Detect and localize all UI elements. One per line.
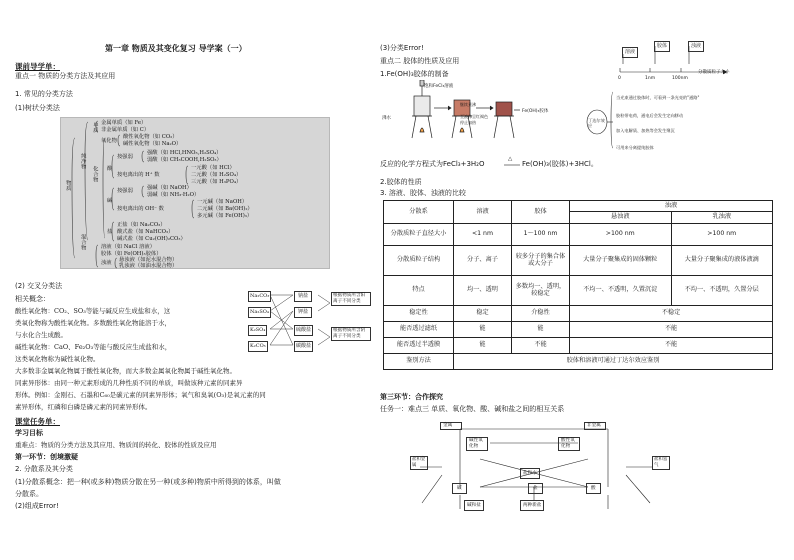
table-sub-1: 乳浊液 [671,211,773,223]
table-cell: 不均一、不透明，久置分层 [671,275,773,305]
table-cell: 不均一、不透明，久置沉淀 [570,275,672,305]
table-row [384,245,773,275]
tree-metal: 金属单质（如 Fe） [101,120,147,126]
table-row [384,275,773,305]
net-nonmetal: 非金属 [584,422,606,430]
dispersion-concept: (1)分散系概念：把一种(或多种)物质分散在另一种(或多种)物质中所得到的体系，叫做 [15,478,281,486]
tree-mix-c2: 浊液 [101,260,112,266]
scale-prop-3: 加入电解质、加热等会发生聚沉 [616,128,675,133]
step-three: 第三环节：合作探究 [380,393,443,401]
tree-pure: 纯净物 [79,153,86,169]
scale-prop-1: 当光束通过胶体时，可看到一条光亮的"通路" [616,95,700,100]
cross-mid-1: 钾盐 [294,307,312,318]
cross-left-1: Na₂SO₄ [248,307,271,318]
lab-label-fecl3: 饱和FeCl₃溶液 [424,84,454,89]
table-cell: 分子、离子 [454,245,512,275]
table-row [384,353,773,369]
concept-basic-oxide: 碱性氧化物：CaO、Fe₂O₃等能与酸反应生成盐和水， [15,343,172,351]
tree-acid-1b: 弱酸（如 CH₃COOH,H₂SO₃） [147,157,222,163]
table-cell: >100 nm [570,223,672,245]
tree-mix-a: 溶液（如 NaCl 溶液） [101,244,155,250]
table-cell: >100 nm [671,223,773,245]
tree-brackets [61,118,331,270]
net-salt-metal: 盐和金属 [410,456,428,470]
table-cell: 1～100 nm [512,223,570,245]
net-acid-oxide: 酸性氧化物 [558,437,580,451]
heading-tree: (1)树状分类法 [15,104,60,112]
tree-base-2a: 一元碱（如 NaOH） [197,199,248,205]
prep-heading: 1.Fe(OH)₃胶体的制备 [380,70,449,78]
table-head-1: 溶液 [454,201,512,224]
tree-acid-1: 按强弱 [117,154,133,160]
table-cell: 较多分子的集合体或大分子 [512,245,570,275]
goal-text: 重难点：物质的分类方法及其应用、物质间的转化、胶体的性质及应用 [15,441,217,449]
tree-acid-2a: 一元酸（如 HCl） [191,165,235,171]
table-cell: 胶体和溶液可通过丁达尔效应鉴别 [454,353,773,369]
scale-axis-label: 分散质粒子大小 [698,70,730,75]
table-head-0: 分散系 [384,201,454,224]
dispersion-concept-2: 分散系。 [15,490,43,498]
concept-basic-oxide-2: 这类氧化物称为碱性氧化物。 [15,355,100,363]
scale-tick-2: 100nm [672,76,688,81]
page-title: 第一章 物质及其变化复习 导学案（一） [105,44,247,53]
concept-allotrope-3: 素异形体，红磷和白磷是磷元素的同素异形体。 [15,403,152,411]
lab-label-water: 沸水 [382,116,391,121]
tree-base-1: 按强弱 [117,188,133,194]
lab-label-stop: 停止加热 [460,120,476,125]
table-header-row [384,201,773,212]
scale-prop-2: 胶粒带电荷，通电后会发生定向移动 [616,113,684,118]
comparison-table [383,200,773,370]
tree-acid-2c: 三元酸（如 H₃PO₄） [191,179,242,185]
net-new-salts: 两种新盐 [520,500,544,511]
tree-oxide-b: 碱性氧化物（如 Na₂O） [123,141,182,147]
tree-root: 物质 [64,180,71,191]
equation-pre: 反应的化学方程式为FeCl₃+3H₂O [380,160,485,168]
tree-acid-1a: 强酸（如 HCl,HNO₃,H₂SO₄） [147,150,222,156]
table-cell: 稳定 [454,305,512,321]
tree-diagram [60,117,330,269]
tree-acid-2b: 二元酸（如 H₂SO₄） [191,172,242,178]
tree-mix-c1: 悬浊液（如泥水混合物） [119,257,178,263]
learning-goals: 学习目标 [15,429,43,437]
net-salt: 盐 [528,483,543,494]
tree-nonmetal: 非金属单质（如 C） [101,127,150,133]
net-base: 碱 [452,483,467,494]
tree-base-1a: 强碱（如 NaOH） [147,185,192,191]
table-cell: 不能 [512,337,570,353]
equation-post: Fe(OH)₃(胶体)+3HCl。 [522,160,598,168]
concept-acidic-oxide-3: 与水化合生成酸。 [15,331,67,339]
table-cell: 能否透过半透膜 [384,337,454,353]
table-cell: 介稳性 [512,305,570,321]
net-basic-oxide: 碱性氧化物 [466,437,488,451]
table-cell: 分散质粒子直径大小 [384,223,454,245]
task-one: 任务一：难点三 单质、氧化物、酸、碱和盐之间的相互关系 [380,405,565,413]
scale-turbid: 浊液 [688,41,704,52]
tree-compound: 化合物 [91,166,98,182]
cross-mid-3: 碳酸盐 [294,341,313,352]
comparison-heading: 3. 溶液、胶体、浊液的比较 [380,189,466,197]
tree-salt-b: 酸式盐（如 NaHCO₃） [117,229,174,235]
focus-one: 重点一 物质的分类方法及其应用 [15,72,116,80]
heading-cross: (2) 交叉分类法 [15,282,63,290]
table-row [384,223,773,245]
scale-tick-1: 1nm [645,76,656,81]
concept-note: 大多数非金属氧化物属于酸性氧化物，而大多数金属氧化物属于碱性氧化物。 [15,367,236,375]
table-head-3: 浊液 [570,201,773,212]
equation-arrow [504,163,522,167]
net-salt-hydrogen: 盐和氢气 [652,456,670,470]
cross-right-1: 根据物质所含阴离子不同分类 [331,327,371,341]
table-cell: 不能 [570,337,773,353]
cross-mid-0: 钠盐 [294,291,312,302]
scale-prop-4: 可用来分离提纯胶体 [616,145,654,150]
lab-label-colloid: Fe(OH)₃胶体 [522,109,549,114]
cross-left-3: K₂CO₃ [248,341,268,352]
concepts-label: 相关概念： [15,295,50,303]
table-cell: <1 nm [454,223,512,245]
table-cell: 鉴别方法 [384,353,454,369]
table-cell: 分散质粒子结构 [384,245,454,275]
tree-base-2: 按电离出的 OH⁻ 数 [117,206,164,212]
scale-center: 丁达尔效应 [588,118,605,128]
classification-line: (3)分类Error! [380,44,424,52]
equation-condition: △ [508,156,513,162]
table-cell: 特点 [384,275,454,305]
concept-acidic-oxide-2: 类氧化物称为酸性氧化物。多数酸性氧化物能溶于水， [15,319,171,327]
section-in-class: 课堂任务单： [15,417,60,426]
net-base-salt: 碱和盐 [464,500,484,511]
net-metal: 金属 [440,422,462,430]
concept-allotrope-2: 形体。例如：金刚石、石墨和C₆₀是碳元素的同素异形体；氧气和臭氧(O₃)是氧元素的同 [15,391,266,399]
table-cell: 能 [512,321,570,337]
focus-two: 重点二 胶体的性质及应用 [380,57,460,65]
tree-oxide-a: 酸性氧化物（如 CO₂） [123,134,178,140]
dispersion-composition: (2)组成Error! [15,502,59,510]
table-cell: 能否透过滤纸 [384,321,454,337]
table-row [384,321,773,337]
lab-label-color: 至液体呈红褐色 [460,114,488,119]
table-cell: 大量分子聚集成的液体液滴 [671,245,773,275]
cross-right-0: 根据物质所含阳离子不同分类 [331,292,371,306]
table-row [384,337,773,353]
table-cell: 稳定性 [384,305,454,321]
tree-acid: 酸 [107,166,113,172]
dispersion-heading: 2. 分散系及其分类 [15,465,73,473]
tree-element: 单质 [91,122,98,133]
table-cell: 能 [454,337,512,353]
tree-base-1b: 弱碱（如 NH₃·H₂O） [147,192,200,198]
concept-acidic-oxide: 酸性氧化物：CO₂、SO₃等能与碱反应生成盐和水，这 [15,307,171,315]
table-cell: 多数均一、透明，较稳定 [512,275,570,305]
tree-base: 碱 [107,198,113,204]
cross-mid-2: 硫酸盐 [294,325,313,336]
step-one: 第一环节：创境激疑 [15,453,78,461]
tree-mix-c3: 乳浊液（如油水混合物） [119,263,178,269]
lab-label-boil: 继续煮沸 [460,102,476,107]
net-salt-water: 盐和水 [520,468,540,479]
concept-allotrope: 同素异形体：由同一种元素形成的几种性质不同的单质，叫做该种元素的同素异 [15,379,243,387]
tree-base-2b: 二元碱（如 Ba(OH)₂） [197,206,253,212]
tree-acid-2: 按电离出的 H⁺ 数 [117,172,160,178]
table-sub-0: 悬浊液 [570,211,672,223]
table-cell: 不能 [570,321,773,337]
table-cell: 不稳定 [570,305,773,321]
colloid-properties: 2.胶体的性质 [380,178,422,186]
tree-oxide: 氧化物 [101,138,117,144]
heading-methods: 1. 常见的分类方法 [15,90,73,98]
table-row [384,305,773,321]
tree-base-2c: 多元碱（如 Fe(OH)₃） [197,213,253,219]
table-cell: 能 [454,321,512,337]
cross-left-2: K₂SO₄ [248,325,267,336]
section-pre-class: 课前导学单： [15,62,60,71]
cross-left-0: Na₂CO₃ [248,291,271,302]
tree-mixture: 混合物 [79,234,86,250]
table-cell: 均一、透明 [454,275,512,305]
tree-salt-c: 碱式盐（如 Cu₂(OH)₂CO₃） [117,236,186,242]
table-cell: 大量分子聚集成的固体颗粒 [570,245,672,275]
tree-salt: 盐 [107,229,113,235]
scale-solution: 溶液 [622,47,638,58]
net-acid: 酸 [586,483,601,494]
table-head-2: 胶体 [512,201,570,224]
scale-colloid: 胶体 [654,41,670,52]
tree-salt-a: 正盐（如 Na₂CO₃） [117,222,166,228]
tree-mix-b: 胶体（如 Fe(OH)₃胶体） [101,251,162,257]
scale-tick-0: 0 [618,76,621,81]
